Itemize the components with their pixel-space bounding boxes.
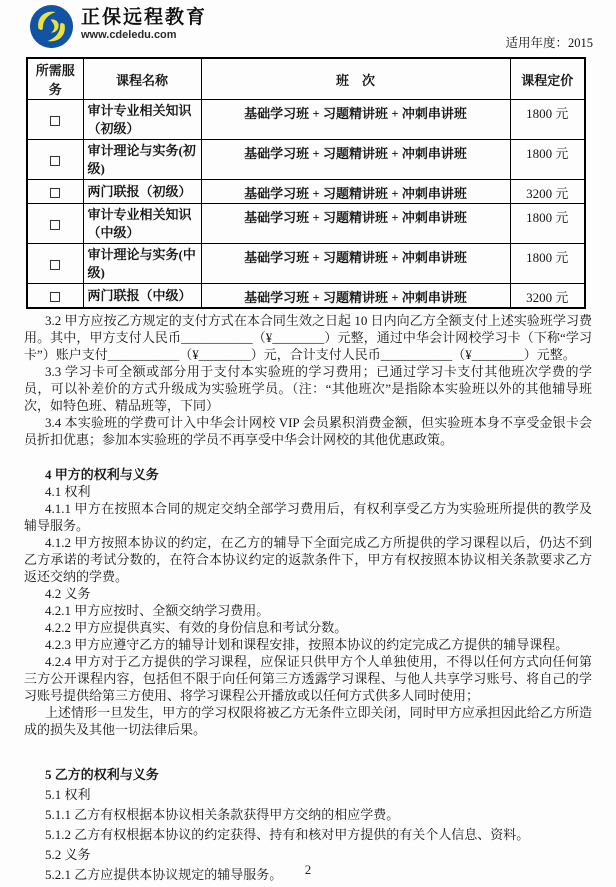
class-bundle: 基础学习班 + 习题精讲班 + 冲刺串讲班 xyxy=(201,140,510,180)
class-bundle: 基础学习班 + 习题精讲班 + 冲刺串讲班 xyxy=(201,180,510,204)
class-bundle: 基础学习班 + 习题精讲班 + 冲刺串讲班 xyxy=(201,244,510,284)
clause-4-2-2: 4.2.2 甲方应提供真实、有效的身份信息和考试分数。 xyxy=(45,620,348,635)
clause-5-1-1: 5.1.1 乙方有权根据本协议相关条款获得甲方交纳的相应学费。 xyxy=(45,807,400,822)
table-row xyxy=(27,140,585,180)
service-checkbox[interactable] xyxy=(50,260,60,270)
clause-4-2-1: 4.2.1 甲方应按时、全额交纳学习费用。 xyxy=(45,603,270,618)
col-header-service: 所需服务 xyxy=(27,58,83,100)
applicable-year-label: 适用年度：2015 xyxy=(505,36,593,50)
clause-5-1-2: 5.1.2 乙方有权根据本协议的约定获得、持有和核对甲方提供的有关个人信息、资料。 xyxy=(45,827,530,842)
course-name: 审计理论与实务(中级) xyxy=(83,244,201,284)
section-4-1-heading: 4.1 权利 xyxy=(45,484,91,499)
course-price: 1800 元 xyxy=(510,244,585,284)
brand-url: www.cdeledu.com xyxy=(81,29,177,41)
col-header-classes: 班 次 xyxy=(201,58,510,100)
clause-4-2-4: 4.2.4 甲方对于乙方提供的学习课程，应保证只供甲方个人单独使用，不得以任何方式向任何第三方公开课程内容，包括但不限于向任何第三方透露学习课程、与他人共享学习账号、将自己的学习账号提供给第三方使用、将学习课程公开播放或以任何方式供多人同时使用； xyxy=(24,654,592,703)
table-row xyxy=(27,100,585,140)
brand-name: 正保远程教育 xyxy=(81,7,208,28)
table-row xyxy=(27,284,585,309)
course-pricing-table xyxy=(26,57,586,309)
table-row xyxy=(27,244,585,284)
table-cell-service xyxy=(27,100,83,140)
table-cell-service xyxy=(27,140,83,180)
table-cell-service xyxy=(27,244,83,284)
clause-3-4: 3.4 本实验班的学费可计入中华会计网校 VIP 会员累积消费金额，但实验班本身不享受金银卡会员折扣优惠；参加本实验班的学员不再享受中华会计网校的其他优惠政策。 xyxy=(24,415,592,447)
section-5-2-heading: 5.2 义务 xyxy=(45,847,91,862)
class-bundle: 基础学习班 + 习题精讲班 + 冲刺串讲班 xyxy=(201,100,510,140)
table-cell-service xyxy=(27,284,83,309)
class-bundle: 基础学习班 + 习题精讲班 + 冲刺串讲班 xyxy=(201,284,510,309)
table-row xyxy=(27,180,585,204)
service-checkbox[interactable] xyxy=(50,220,60,230)
brand-block xyxy=(81,7,207,42)
service-checkbox[interactable] xyxy=(50,292,60,302)
service-checkbox[interactable] xyxy=(50,116,60,126)
clause-4-1-2: 4.1.2 甲方按照本协议的约定，在乙方的辅导下全面完成乙方所提供的学习课程以后，仍达不到乙方承诺的考试分数的，在符合本协议约定的返款条件下，甲方有权按照本协议相关条款要求乙方返还交纳的学费。 xyxy=(24,535,592,584)
course-name: 审计专业相关知识（初级） xyxy=(83,100,201,140)
course-price: 3200 元 xyxy=(510,284,585,309)
clause-4-2-4-continuation: 上述情形一旦发生，甲方的学习权限将被乙方无条件立即关闭，同时甲方应承担因此给乙方所造成的损失及其他一切法律后果。 xyxy=(24,705,592,737)
service-checkbox[interactable] xyxy=(50,188,60,198)
section-4-heading: 4 甲方的权利与义务 xyxy=(45,467,159,482)
page-header xyxy=(0,0,616,52)
section-4-2-heading: 4.2 义务 xyxy=(45,586,91,601)
section-5-1-heading: 5.1 权利 xyxy=(45,787,91,802)
brand-logo-icon xyxy=(29,4,74,49)
section-5-heading: 5 乙方的权利与义务 xyxy=(45,767,159,782)
table-row xyxy=(27,204,585,244)
course-name: 两门联报（初级） xyxy=(83,180,201,204)
clause-5-2-1: 5.2.1 乙方应提供本协议规定的辅导服务。 xyxy=(45,867,283,882)
page-number: 2 xyxy=(304,862,312,877)
clause-4-1-1: 4.1.1 甲方在按照本合同的规定交纳全部学习费用后，有权利享受乙方为实验班所提供的教学及辅导服务。 xyxy=(24,501,592,533)
course-price: 1800 元 xyxy=(510,140,585,180)
clause-3-3: 3.3 学习卡可全额或部分用于支付本实验班的学习费用；已通过学习卡支付其他班次学费的学员，可以补差价的方式升级成为实验班学员。（注：“其他班次”是指除本实验班以外的其他辅导班次，如特色班、精品班等，下同） xyxy=(24,364,592,413)
course-name: 两门联报（中级） xyxy=(83,284,201,309)
clause-3-2: 3.2 甲方应按乙方规定的支付方式在本合同生效之日起 10 日内向乙方全额支付上述实验班学习费用。其中，甲方支付人民币___________（¥________）元整，通过中华会计网校学习卡（下称“学习卡”）账户支付___________（¥________）元，合计支付人民币___________（¥________）元整。 xyxy=(24,313,592,362)
course-price: 1800 元 xyxy=(510,100,585,140)
clause-4-2-3: 4.2.3 甲方应遵守乙方的辅导计划和课程安排，按照本协议的约定完成乙方提供的辅导课程。 xyxy=(45,637,569,652)
service-checkbox[interactable] xyxy=(50,156,60,166)
course-price: 1800 元 xyxy=(510,204,585,244)
col-header-course: 课程名称 xyxy=(83,58,201,100)
table-cell-service xyxy=(27,180,83,204)
class-bundle: 基础学习班 + 习题精讲班 + 冲刺串讲班 xyxy=(201,204,510,244)
course-name: 审计专业相关知识（中级） xyxy=(83,204,201,244)
table-header-row xyxy=(27,58,585,100)
course-price: 3200 元 xyxy=(510,180,585,204)
course-name: 审计理论与实务(初级) xyxy=(83,140,201,180)
col-header-price: 课程定价 xyxy=(510,58,585,100)
contract-body xyxy=(24,312,592,885)
table-cell-service xyxy=(27,204,83,244)
